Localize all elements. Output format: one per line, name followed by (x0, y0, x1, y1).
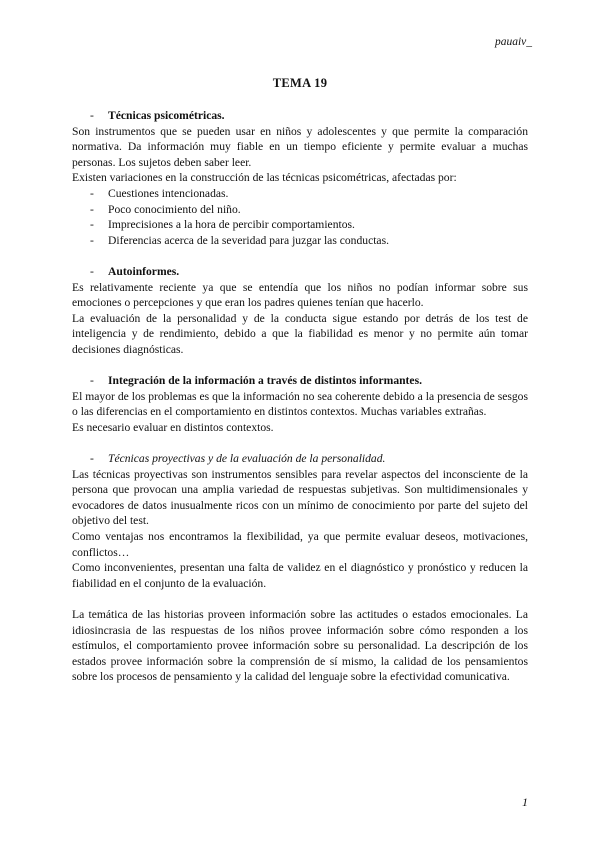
heading-text: Autoinformes. (108, 264, 180, 278)
list-item (72, 233, 528, 249)
document-body (72, 108, 528, 685)
spacer (72, 358, 528, 374)
dash-bullet: - (90, 186, 94, 200)
header-author: pauaiv_ (494, 36, 532, 48)
heading-text: Técnicas proyectivas y de la evaluación de la personalidad. (108, 452, 386, 466)
heading-text: Técnicas psicométricas. (108, 109, 225, 122)
section-psicometricas (72, 108, 528, 248)
list-item (72, 202, 528, 218)
dash-bullet: - (90, 233, 94, 247)
paragraph: Existen variaciones en la construcción de las técnicas psicométricas, afectadas por: (72, 171, 457, 185)
paragraph: La temática de las historias proveen información sobre las actitudes o estados emocionales. La idiosincrasia de las respuestas de los niños provee información sobre cómo responden a los estímulos, el comportamiento provee información sobre su personalidad. La descripción de los estados provee información sobre la comprensión de sí mismo, la calidad de los pensamientos sobre los procesos de pensamiento y la calidad del lenguaje sobre la efectividad comunicativa. (72, 608, 528, 684)
dash-bullet: - (90, 264, 94, 278)
section-heading (72, 264, 528, 280)
paragraph: Las técnicas proyectivas son instrumentos sensibles para revelar aspectos del inconsciente de la persona que provocan una amplia variedad de respuestas subjetivas. Son multidimensionales y evocadores de datos inusualmente ricos con un mínimo de conocimiento por parte del sujeto del objetivo del test. (72, 467, 528, 528)
paragraph: Es relativamente reciente ya que se entendía que los niños no podían informar sobre sus emociones o percepciones y que eran los padres quienes tenían que hacerlo. (72, 280, 528, 310)
dash-bullet: - (90, 452, 94, 466)
list-item-text: Diferencias acerca de la severidad para juzgar las conductas. (108, 233, 389, 247)
dash-bullet: - (90, 109, 94, 122)
page-number: 1 (522, 795, 528, 809)
heading-text: Integración de la información a través de distintos informantes. (108, 374, 422, 388)
spacer (72, 248, 528, 264)
page-title: TEMA 19 (272, 76, 328, 90)
section-heading (72, 108, 528, 124)
bullet-list (72, 186, 528, 248)
paragraph: Son instrumentos que se pueden usar en niños y adolescentes y que permite la comparación normativa. Da información muy fiable en un tiempo eficiente y permite evaluar a muchas personas. Los sujetos deben saber leer. (72, 124, 528, 169)
section-heading (72, 373, 528, 389)
list-item-text: Poco conocimiento del niño. (108, 202, 241, 216)
spacer (72, 591, 528, 607)
section-autoinformes (72, 264, 528, 358)
list-item (72, 217, 528, 233)
spacer (72, 435, 528, 451)
section-heading (72, 451, 528, 467)
paragraph: Como inconvenientes, presentan una falta de validez en el diagnóstico y pronóstico y reducen la fiabilidad en el conjunto de la evaluación. (72, 561, 528, 590)
paragraph: El mayor de los problemas es que la información no sea coherente debido a la presencia de sesgos o las diferencias en el comportamiento en distintos contextos. Muchas variables extrañas. (72, 389, 528, 419)
list-item (72, 186, 528, 202)
dash-bullet: - (90, 218, 94, 232)
section-proyectivas (72, 451, 528, 685)
list-item-text: Cuestiones intencionadas. (108, 186, 229, 200)
dash-bullet: - (90, 202, 94, 216)
dash-bullet: - (90, 374, 94, 388)
paragraph: Como ventajas nos encontramos la flexibilidad, ya que permite evaluar deseos, motivaciones, conflictos… (72, 530, 528, 559)
paragraph: La evaluación de la personalidad y de la conducta sigue estando por detrás de los test de inteligencia y de rendimiento, debido a que la fiabilidad es menor y no permite aún tomar decisiones diagnósticas. (72, 311, 528, 356)
paragraph: Es necesario evaluar en distintos contextos. (72, 420, 274, 434)
list-item-text: Imprecisiones a la hora de percibir comportamientos. (108, 218, 355, 232)
section-integracion (72, 373, 528, 435)
